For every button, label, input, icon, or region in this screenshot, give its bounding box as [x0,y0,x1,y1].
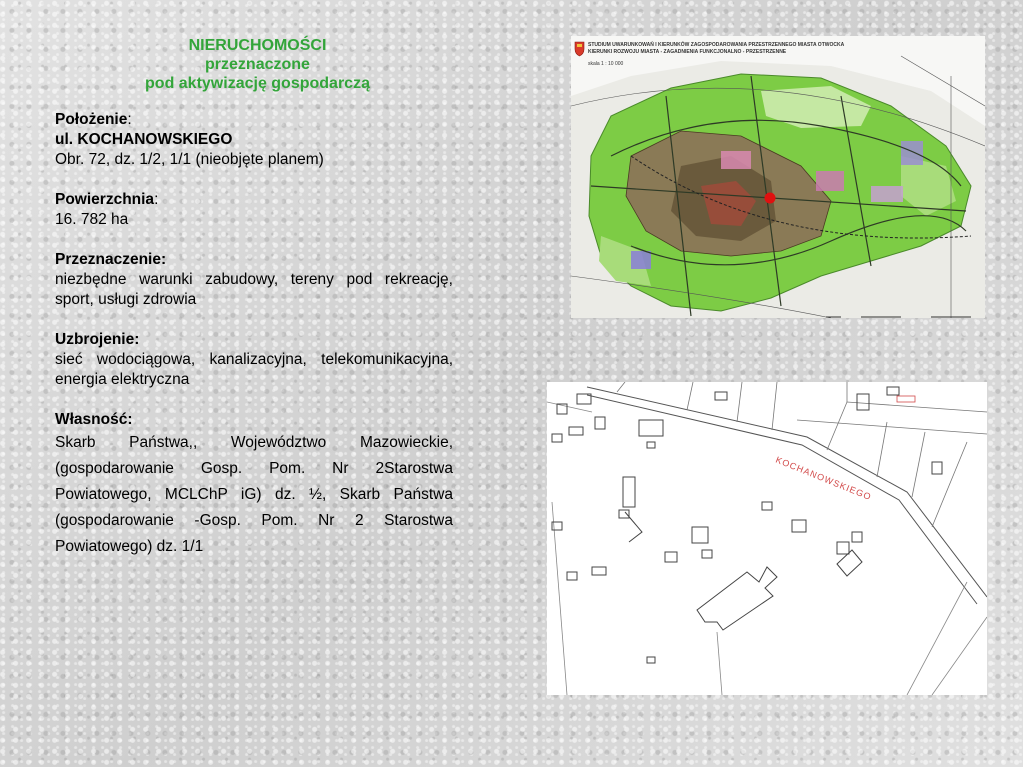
ownership-value: Skarb Państwa,, Województwo Mazowieckie, (gospodarowanie Gosp. Pom. Nr 2Starostwa Powiatowego, MCLChP iG) dz. ½, Skarb Państwa (gospodarowanie -Gosp. Pom. Nr 2 Starostwa Powiatowego) dz. 1/1 [55,434,453,555]
area-section: Powierzchnia: 16. 782 ha [55,190,453,230]
purpose-value: niezbędne warunki zabudowy, tereny pod rekreację, sport, usługi zdrowia [55,271,453,308]
plan-scale: skala 1 : 10 000 [588,61,624,67]
plan-header-line-1: STUDIUM UWARUNKOWAŃ I KIERUNKÓW ZAGOSPODAROWANIA PRZESTRZENNEGO MIASTA OTWOCKA [588,42,845,48]
page-title [60,36,455,93]
area-label: Powierzchnia [55,191,155,208]
property-info [55,110,453,580]
coat-of-arms-icon [575,42,584,56]
location-label: Położenie [55,111,128,128]
utilities-section [55,330,453,390]
purpose-section [55,250,453,310]
ownership-label: Własność: [55,411,133,428]
street-label: KOCHANOWSKIEGO [774,454,874,503]
plan-header-line-2: KIERUNKI ROZWOJU MIASTA - ZAGADNIENIA FUNKCJONALNO - PRZESTRZENNE [588,49,787,55]
purpose-label: Przeznaczenie: [55,251,167,268]
location-section: Położenie: ul. KOCHANOWSKIEGO Obr. 72, dz. 1/2, 1/1 (nieobjęte planem) [55,110,453,170]
title-line-2: przeznaczone [205,56,310,73]
ownership-section [55,410,453,560]
area-value: 16. 782 ha [55,211,129,228]
location-street: ul. KOCHANOWSKIEGO [55,131,233,148]
cadastral-map [547,382,987,695]
utilities-value: sieć wodociągowa, kanalizacyjna, telekomunikacyjna, energia elektryczna [55,351,453,388]
title-line-3: pod aktywizację gospodarczą [145,75,370,92]
title-line-1: NIERUCHOMOŚCI [188,37,327,54]
utilities-label: Uzbrojenie: [55,331,140,348]
city-plan-map [571,36,985,318]
location-parcel: Obr. 72, dz. 1/2, 1/1 (nieobjęte planem) [55,151,324,168]
property-marker [765,193,776,204]
